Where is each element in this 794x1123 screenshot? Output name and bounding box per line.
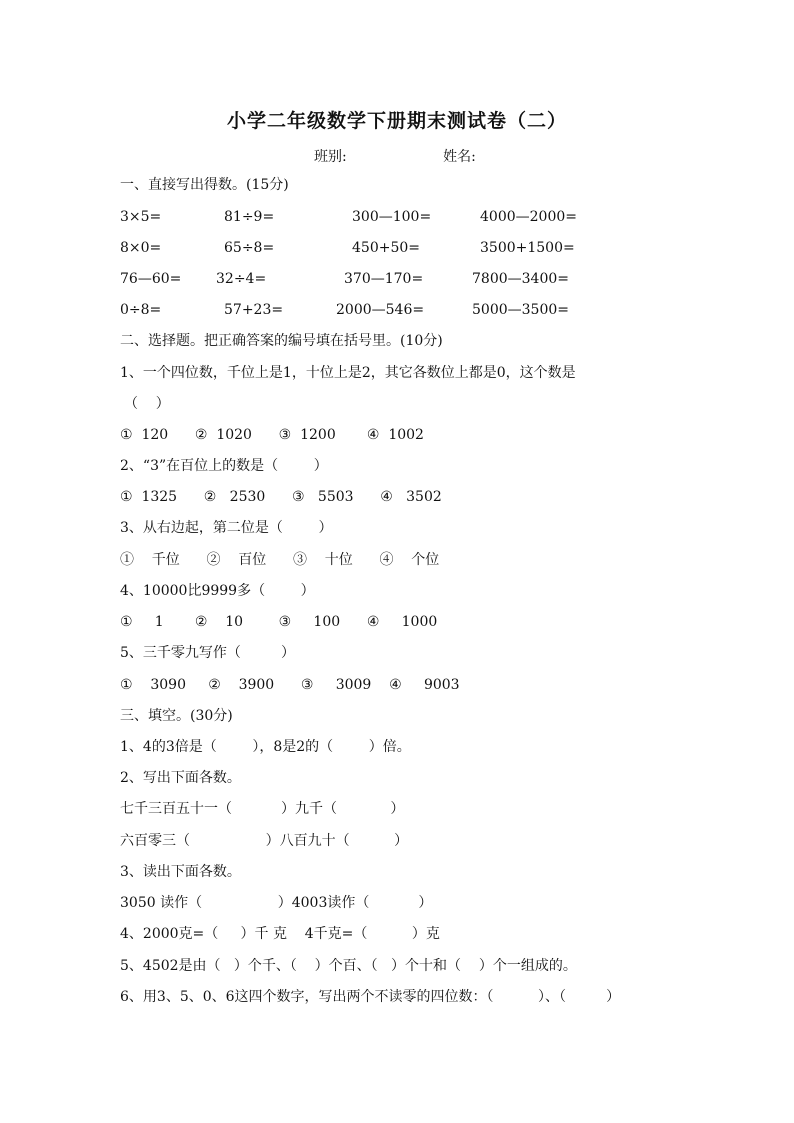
question-2-5: 5、三千零九写作（ ） [120,645,295,661]
question-3-2: 2、写出下面各数。 [120,770,241,786]
arith-cell: 300—100= [352,209,432,225]
question-3-5: 5、4502是由（ ）个千、（ ）个百、（ ）个十和（ ）个一组成的。 [120,958,577,974]
question-2-4-options: ① 1 ② 10 ③ 100 ④ 1000 [120,614,438,630]
question-3-3: 3、读出下面各数。 [120,864,241,880]
question-3-6: 6、用3、5、0、6这四个数字，写出两个不读零的四位数：（ ）、（ ） [120,989,621,1005]
section2-heading: 二、选择题。把正确答案的编号填在括号里。(10分) [120,333,443,349]
question-2-2: 2、“3”在百位上的数是（ ） [120,458,328,474]
question-2-1-answer-blank: （ ） [124,396,170,412]
question-3-3-a: 3050 读作（ ）4003读作（ ） [120,895,433,911]
arith-cell: 4000—2000= [480,209,577,225]
question-2-2-options: ① 1325 ② 2530 ③ 5503 ④ 3502 [120,489,442,505]
arith-cell: 3×5= [120,209,162,225]
question-2-4: 4、10000比9999多（ ） [120,583,315,599]
arith-cell: 65÷8= [224,240,275,256]
question-2-3-options: ① 千位 ② 百位 ③ 十位 ④ 个位 [120,552,440,568]
question-3-2-a: 七千三百五十一（ ）九千（ ） [120,801,405,817]
question-2-1: 1、一个四位数，千位上是1，十位上是2，其它各数位上都是0，这个数是 [120,365,576,381]
question-3-2-b: 六百零三（ ）八百九十（ ） [120,833,409,849]
question-2-3: 3、从右边起，第二位是（ ） [120,520,333,536]
page-title: 小学二年级数学下册期末测试卷（二） [226,110,567,132]
question-2-5-options: ① 3090 ② 3900 ③ 3009 ④ 9003 [120,677,460,693]
arith-cell: 57+23= [224,302,284,318]
student-info [314,146,476,166]
section3-heading: 三、填空。(30分) [120,708,233,724]
arith-cell: 370—170= [344,271,424,287]
name-label: 姓名: [443,149,476,165]
question-3-1: 1、4的3倍是（ ），8是2的（ ）倍。 [120,739,411,755]
arith-cell: 32÷4= [216,271,267,287]
arith-cell: 7800—3400= [472,271,569,287]
arith-cell: 81÷9= [224,209,275,225]
question-3-4: 4、2000克=（ ）千 克 4千克=（ ）克 [120,926,440,942]
section1-heading: 一、直接写出得数。(15分) [120,177,289,193]
arith-cell: 2000—546= [336,302,425,318]
arith-cell: 450+50= [352,240,420,256]
class-label: 班别: [314,149,347,165]
arith-cell: 3500+1500= [480,240,575,256]
arith-cell: 76—60= [120,271,182,287]
question-2-1-options: ① 120 ② 1020 ③ 1200 ④ 1002 [120,427,424,443]
arith-cell: 8×0= [120,240,162,256]
arith-cell: 0÷8= [120,302,162,318]
arith-cell: 5000—3500= [472,302,569,318]
